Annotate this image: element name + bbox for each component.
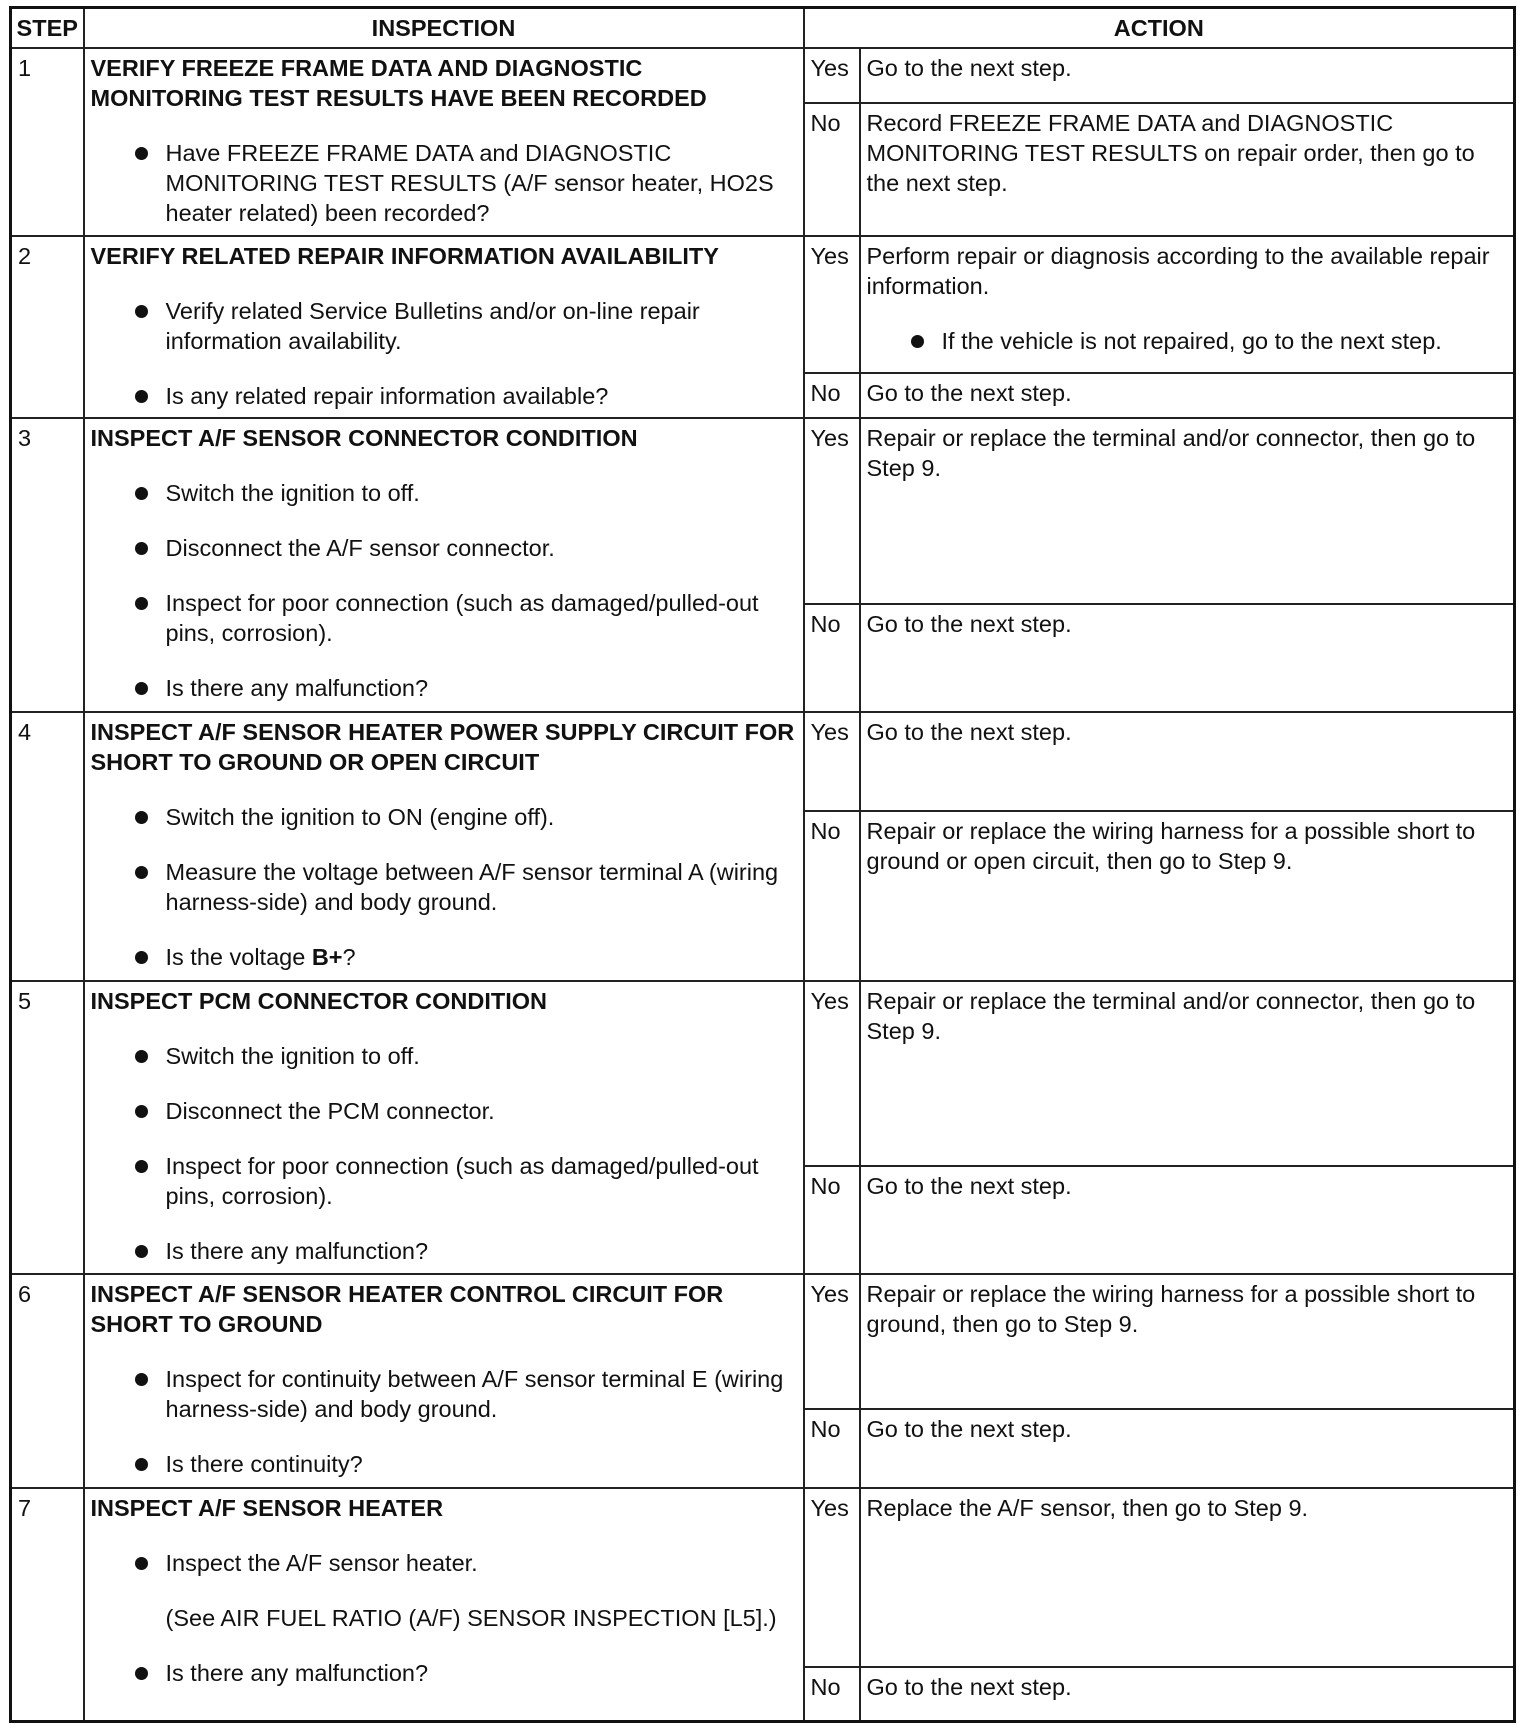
step-inspection <box>84 712 804 981</box>
header-inspection: INSPECTION <box>84 8 804 48</box>
step-3-yes-row <box>11 418 1515 604</box>
reference-note: (See AIR FUEL RATIO (A/F) SENSOR INSPECTION [L5].) <box>165 1604 777 1631</box>
yes-label: Yes <box>804 1488 860 1667</box>
inspection-bullet: Disconnect the PCM connector. <box>91 1096 797 1126</box>
yes-label: Yes <box>804 236 860 373</box>
yes-label: Yes <box>804 981 860 1166</box>
step-4-yes-row <box>11 712 1515 811</box>
inspection-bullet: Is there any malfunction? <box>91 673 797 703</box>
yes-action-text: Perform repair or diagnosis according to the available repair information. <box>866 242 1490 299</box>
header-row <box>11 8 1515 48</box>
step-number: 6 <box>11 1274 84 1488</box>
yes-action <box>860 236 1515 373</box>
yes-action: Replace the A/F sensor, then go to Step 9. <box>860 1488 1515 1667</box>
no-action: Record FREEZE FRAME DATA and DIAGNOSTIC MONITORING TEST RESULTS on repair order, then go to the next step. <box>860 103 1515 236</box>
step-inspection <box>84 1274 804 1488</box>
step-5-yes-row <box>11 981 1515 1166</box>
header-action: ACTION <box>804 8 1515 48</box>
bullet-bold-value: B+ <box>311 943 343 970</box>
no-action: Go to the next step. <box>860 1667 1515 1722</box>
header-step: STEP <box>11 8 84 48</box>
inspection-bullet: Is any related repair information available? <box>91 381 797 411</box>
inspection-bullet: Inspect for poor connection (such as damaged/pulled-out pins, corrosion). <box>91 588 797 648</box>
bullet-text: ? <box>342 943 356 970</box>
step-6-yes-row <box>11 1274 1515 1409</box>
inspection-bullet <box>91 942 797 972</box>
inspection-bullet: Inspect for poor connection (such as damaged/pulled-out pins, corrosion). <box>91 1151 797 1211</box>
step-number: 5 <box>11 981 84 1274</box>
inspection-bullet: Switch the ignition to ON (engine off). <box>91 802 797 832</box>
no-label: No <box>804 604 860 712</box>
yes-label: Yes <box>804 1274 860 1409</box>
step-number: 1 <box>11 48 84 236</box>
step-title: INSPECT A/F SENSOR CONNECTOR CONDITION <box>90 424 638 451</box>
no-label: No <box>804 811 860 981</box>
step-title: VERIFY RELATED REPAIR INFORMATION AVAILABILITY <box>90 242 719 269</box>
inspection-bullet: Switch the ignition to off. <box>91 478 797 508</box>
no-action: Go to the next step. <box>860 373 1515 418</box>
step-number: 4 <box>11 712 84 981</box>
step-inspection <box>84 981 804 1274</box>
yes-action: Go to the next step. <box>860 712 1515 811</box>
inspection-bullet: Inspect for continuity between A/F sensor terminal E (wiring harness-side) and body ground. <box>91 1364 797 1424</box>
no-label: No <box>804 1667 860 1722</box>
no-action: Go to the next step. <box>860 1166 1515 1274</box>
yes-label: Yes <box>804 712 860 811</box>
step-inspection <box>84 236 804 418</box>
no-label: No <box>804 1409 860 1488</box>
inspection-bullet: Measure the voltage between A/F sensor terminal A (wiring harness-side) and body ground. <box>91 857 797 917</box>
step-title: INSPECT PCM CONNECTOR CONDITION <box>90 987 548 1014</box>
no-action: Go to the next step. <box>860 604 1515 712</box>
step-title: INSPECT A/F SENSOR HEATER POWER SUPPLY CIRCUIT FOR SHORT TO GROUND OR OPEN CIRCUIT <box>90 718 795 775</box>
no-action: Repair or replace the wiring harness for a possible short to ground or open circuit, then go to Step 9. <box>860 811 1515 981</box>
step-7-yes-row <box>11 1488 1515 1667</box>
yes-label: Yes <box>804 418 860 604</box>
action-bullet: If the vehicle is not repaired, go to the next step. <box>867 326 1508 356</box>
step-inspection <box>84 1488 804 1722</box>
step-inspection <box>84 48 804 236</box>
step-inspection <box>84 418 804 712</box>
step-1-yes-row <box>11 48 1515 103</box>
no-label: No <box>804 373 860 418</box>
yes-action: Repair or replace the terminal and/or connector, then go to Step 9. <box>860 981 1515 1166</box>
no-action: Go to the next step. <box>860 1409 1515 1488</box>
yes-action: Go to the next step. <box>860 48 1515 103</box>
yes-label: Yes <box>804 48 860 103</box>
inspection-bullet: Inspect the A/F sensor heater. <box>91 1548 797 1578</box>
inspection-bullet: Is there any malfunction? <box>91 1658 797 1688</box>
diagnostic-table <box>9 6 1516 1723</box>
step-number: 3 <box>11 418 84 712</box>
inspection-bullet: Have FREEZE FRAME DATA and DIAGNOSTIC MONITORING TEST RESULTS (A/F sensor heater, HO2S heater related) been recorded? <box>91 138 797 228</box>
step-2-yes-row <box>11 236 1515 373</box>
step-title: VERIFY FREEZE FRAME DATA AND DIAGNOSTIC MONITORING TEST RESULTS HAVE BEEN RECORDED <box>90 54 707 111</box>
no-label: No <box>804 103 860 236</box>
no-label: No <box>804 1166 860 1274</box>
inspection-bullet: Disconnect the A/F sensor connector. <box>91 533 797 563</box>
step-number: 7 <box>11 1488 84 1722</box>
step-title: INSPECT A/F SENSOR HEATER <box>90 1494 444 1521</box>
inspection-bullet: Verify related Service Bulletins and/or on-line repair information availability. <box>91 296 797 356</box>
inspection-bullet: Is there any malfunction? <box>91 1236 797 1266</box>
inspection-bullet: Is there continuity? <box>91 1449 797 1479</box>
yes-action: Repair or replace the wiring harness for a possible short to ground, then go to Step 9. <box>860 1274 1515 1409</box>
bullet-text: Is the voltage <box>165 943 312 970</box>
step-number: 2 <box>11 236 84 418</box>
yes-action: Repair or replace the terminal and/or connector, then go to Step 9. <box>860 418 1515 604</box>
diagnostic-procedure-page <box>9 6 1513 1720</box>
inspection-bullet: Switch the ignition to off. <box>91 1041 797 1071</box>
step-title: INSPECT A/F SENSOR HEATER CONTROL CIRCUIT FOR SHORT TO GROUND <box>90 1280 724 1337</box>
